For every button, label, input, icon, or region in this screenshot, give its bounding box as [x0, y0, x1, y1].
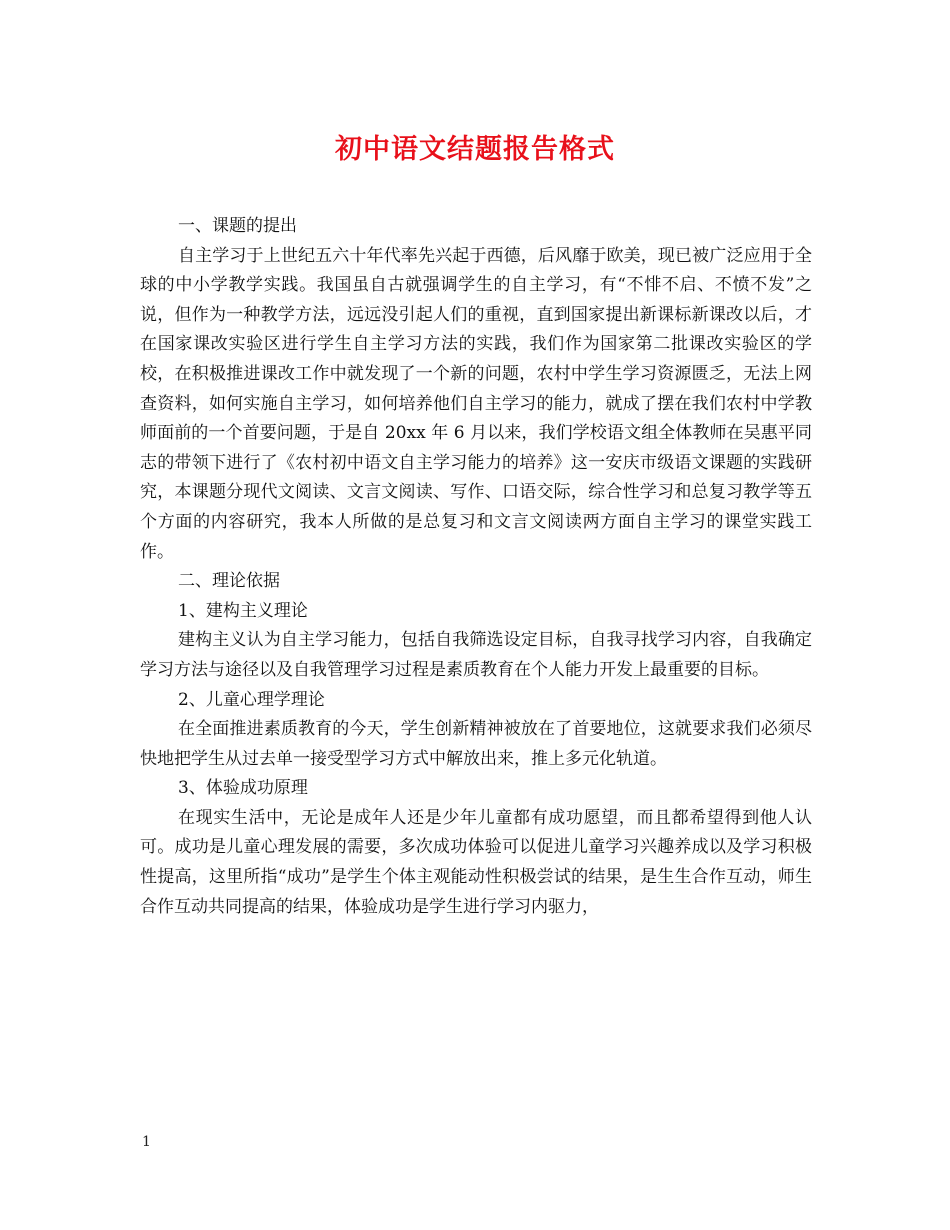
document-title: 初中语文结题报告格式 — [335, 134, 615, 165]
subheading-constructivism: 1、建构主义理论 — [178, 600, 308, 621]
page-number: 1 — [142, 1134, 151, 1150]
section-heading-1: 一、课题的提出 — [178, 216, 297, 236]
paragraph-child-psychology: 在全面推进素质教育的今天，学生创新精神被放在了首要地位，这就要求我们必须尽快地把学生从过去单一接受型学习方式中解放出来，推上多元化轨道。 — [140, 719, 812, 769]
paragraph-background: 自主学习于上世纪五六十年代率先兴起于西德，后风靡于欧美，现已被广泛应用于全球的中小学教学实践。我国虽自古就强调学生的自主学习，有“不悱不启、不愤不发”之说，但作为一种教学方法，远远没引起人们的重视，直到国家提出新课标新课改以后，才在国家课改实验区进行学生自主学习方法的实践，我们作为国家第二批课改实验区的学校，在积极推进课改工作中就发现了一个新的问题，农村中学生学习资源匮乏，无法上网查资料，如何实施自主学习，如何培养他们自主学习的能力，就成了摆在我们农村中学教师面前的一个首要问题，于是自 20xx 年 6 月以来，我们学校语文组全体教师在吴惠平同志的带领下进行了《农村初中语文自主学习能力的培养》这一安庆市级语文课题的实践研究，本课题分现代文阅读、文言文阅读、写作、口语交际，综合性学习和总复习教学等五个方面的内容研究，我本人所做的是总复习和文言文阅读两方面自主学习的课堂实践工作。 — [140, 245, 812, 562]
paragraph-success-experience: 在现实生活中，无论是成年人还是少年儿童都有成功愿望，而且都希望得到他人认可。成功是儿童心理发展的需要，多次成功体验可以促进儿童学习兴趣养成以及学习积极性提高，这里所指“成功”是学生个体主观能动性积极尝试的结果，是生生合作互动，师生合作互动共同提高的结果，体验成功是学生进行学习内驱力， — [140, 807, 812, 917]
document-body — [140, 212, 812, 922]
subheading-child-psychology: 2、儿童心理学理论 — [178, 689, 325, 710]
subheading-success-experience: 3、体验成功原理 — [178, 778, 308, 799]
section-heading-2: 二、理论依据 — [178, 571, 280, 592]
paragraph-constructivism: 建构主义认为自主学习能力，包括自我筛选设定目标，自我寻找学习内容，自我确定学习方法与途径以及自我管理学习过程是素质教育在个人能力开发上最重要的目标。 — [140, 630, 812, 680]
